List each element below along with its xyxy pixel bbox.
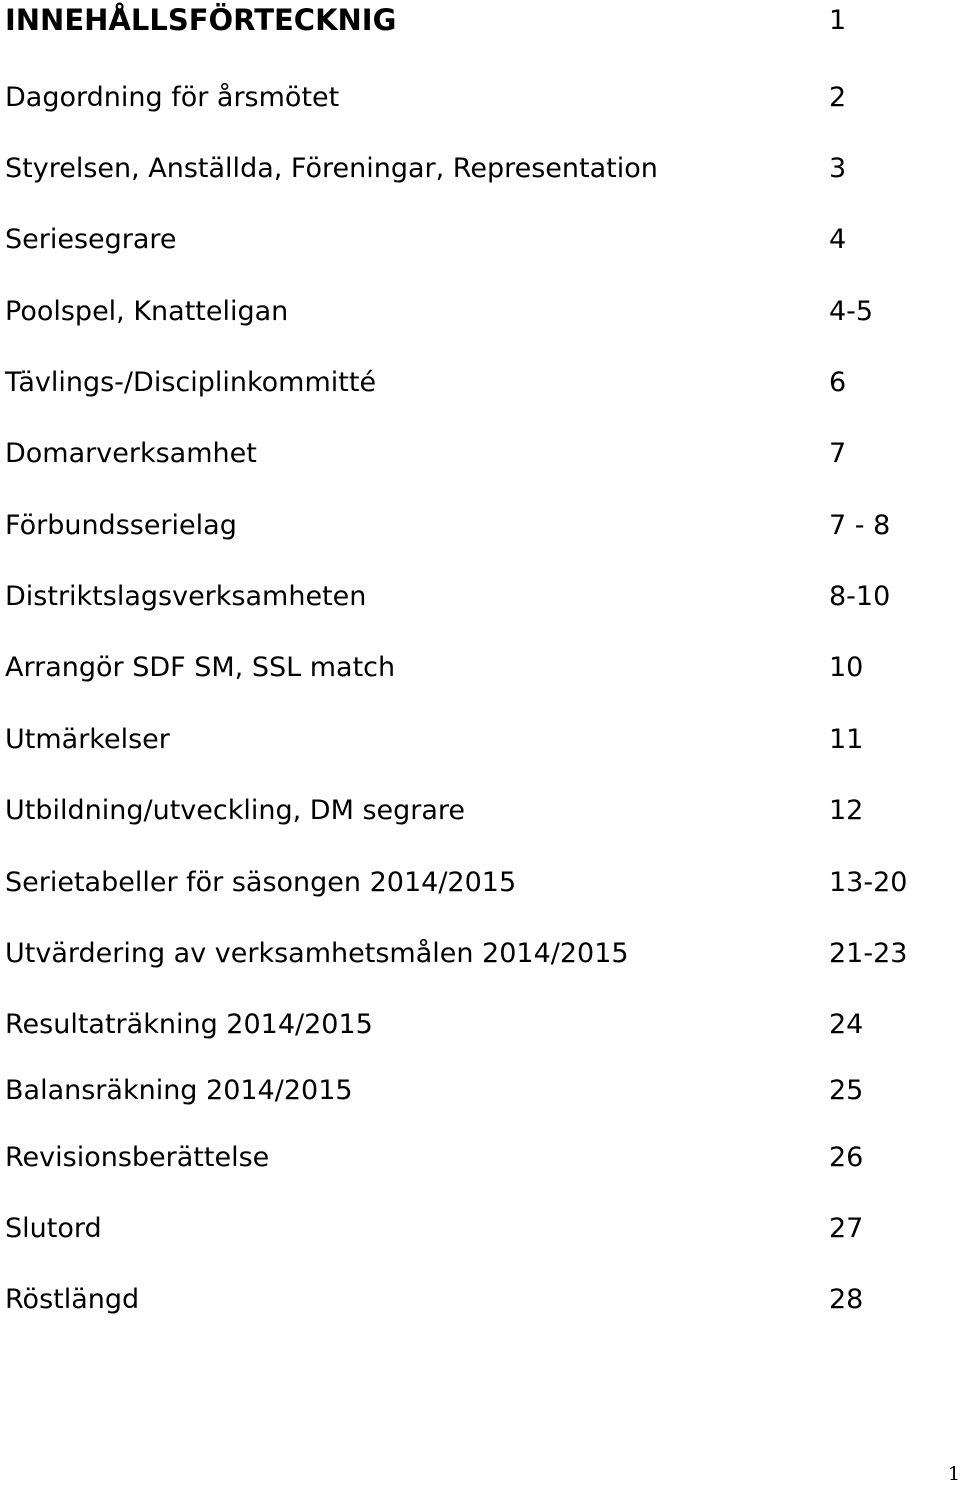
toc-title: INNEHÅLLSFÖRTECKNIG: [5, 3, 397, 37]
toc-entry-page: 10: [829, 652, 864, 683]
toc-entry-forbundsserielag[interactable]: [0, 510, 960, 550]
toc-entry-utbildning[interactable]: [0, 795, 960, 835]
toc-entry-tavlings-kommitte[interactable]: [0, 367, 960, 407]
toc-title-page-number: 1: [829, 5, 847, 36]
toc-entry-label: Seriesegrare: [5, 224, 177, 255]
toc-entry-page: 26: [829, 1142, 864, 1173]
footer-page-number: 1: [948, 1463, 960, 1485]
toc-entry-label: Dagordning för årsmötet: [5, 82, 340, 113]
toc-entry-page: 24: [829, 1009, 864, 1040]
toc-entry-label: Slutord: [5, 1213, 102, 1244]
toc-entry-page: 11: [829, 724, 864, 755]
toc-entry-page: 4-5: [829, 296, 874, 327]
toc-entry-page: 12: [829, 795, 864, 826]
toc-entry-label: Utvärdering av verksamhetsmålen 2014/2015: [5, 938, 629, 969]
toc-entry-page: 4: [829, 224, 847, 255]
toc-entry-domarverksamhet[interactable]: [0, 438, 960, 478]
toc-entry-poolspel[interactable]: [0, 296, 960, 336]
toc-entry-slutord[interactable]: [0, 1213, 960, 1253]
toc-entry-page: 21-23: [829, 938, 908, 969]
toc-entry-label: Arrangör SDF SM, SSL match: [5, 652, 396, 683]
toc-entry-label: Domarverksamhet: [5, 438, 257, 469]
toc-entry-page: 28: [829, 1284, 864, 1315]
toc-entry-label: Förbundsserielag: [5, 510, 237, 541]
toc-entry-label: Utmärkelser: [5, 724, 170, 755]
toc-entry-page: 13-20: [829, 867, 908, 898]
toc-entry-label: Resultaträkning 2014/2015: [5, 1009, 373, 1040]
toc-entry-label: Distriktslagsverksamheten: [5, 581, 367, 612]
toc-entry-revisionsberattelse[interactable]: [0, 1142, 960, 1182]
toc-entry-page: 27: [829, 1213, 864, 1244]
toc-entry-label: Poolspel, Knatteligan: [5, 296, 289, 327]
toc-entry-resultatrakning[interactable]: [0, 1009, 960, 1049]
toc-entry-label: Tävlings-/Disciplinkommitté: [5, 367, 377, 398]
toc-entry-page: 25: [829, 1075, 864, 1106]
toc-entry-seriesegrare[interactable]: [0, 224, 960, 264]
toc-entry-styrelsen[interactable]: [0, 153, 960, 193]
toc-entry-page: 6: [829, 367, 847, 398]
toc-entry-distriktslag[interactable]: [0, 581, 960, 621]
toc-entry-rostlangd[interactable]: [0, 1284, 960, 1324]
toc-entry-page: 7 - 8: [829, 510, 891, 541]
toc-entry-utmarkelser[interactable]: [0, 724, 960, 764]
toc-entry-label: Röstlängd: [5, 1284, 140, 1315]
toc-entry-page: 3: [829, 153, 847, 184]
toc-entry-page: 8-10: [829, 581, 891, 612]
toc-entry-label: Utbildning/utveckling, DM segrare: [5, 795, 466, 826]
toc-entry-balansrakning[interactable]: [0, 1075, 960, 1115]
toc-entry-serietabeller[interactable]: [0, 867, 960, 907]
toc-entry-label: Serietabeller för säsongen 2014/2015: [5, 867, 517, 898]
toc-entry-label: Revisionsberättelse: [5, 1142, 270, 1173]
toc-entry-label: Styrelsen, Anställda, Föreningar, Representation: [5, 153, 658, 184]
toc-entry-arrangor[interactable]: [0, 652, 960, 692]
toc-entry-page: 2: [829, 82, 847, 113]
toc-entry-page: 7: [829, 438, 847, 469]
toc-entry-label: Balansräkning 2014/2015: [5, 1075, 353, 1106]
toc-entry-utvardering[interactable]: [0, 938, 960, 978]
toc-entry-dagordning[interactable]: [0, 82, 960, 122]
